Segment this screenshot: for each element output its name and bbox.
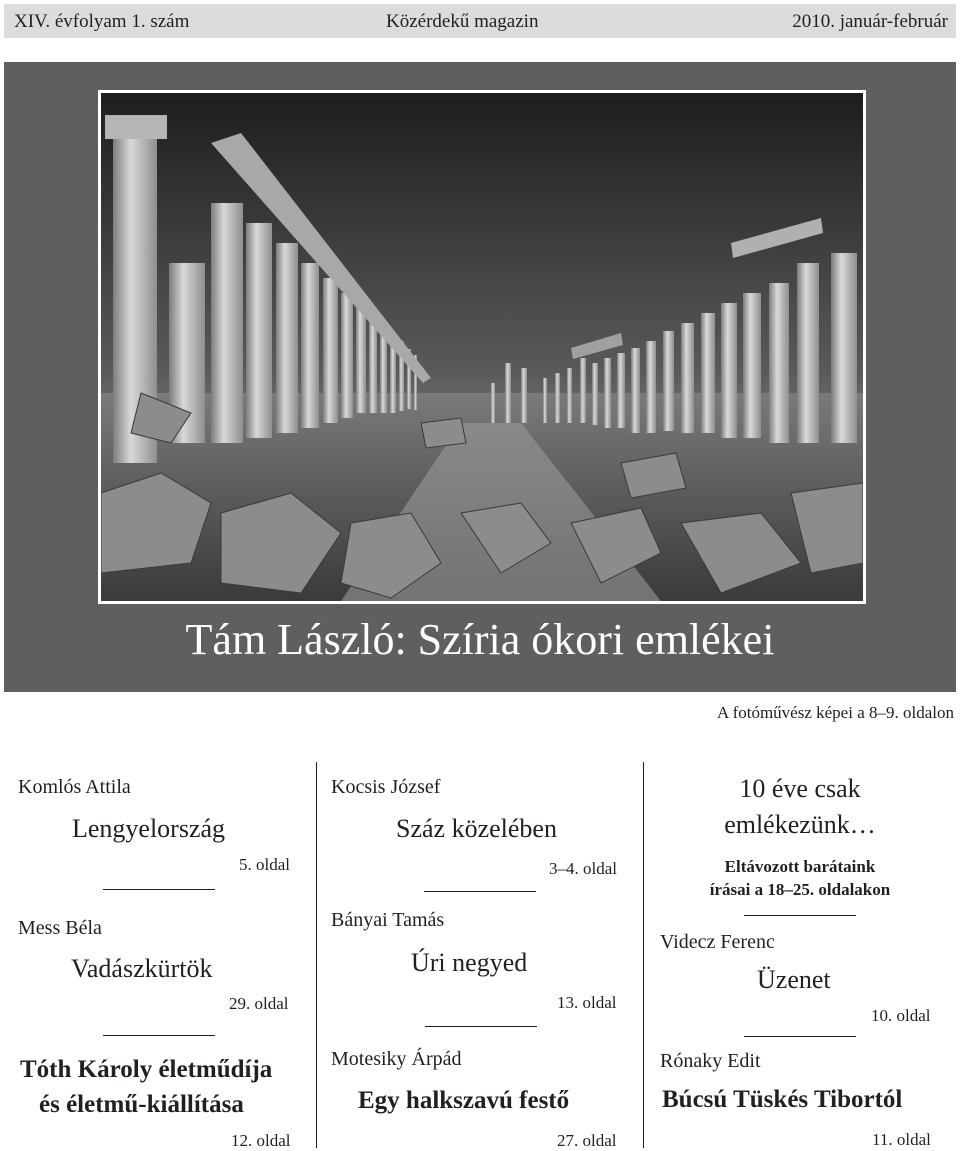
page-reference: 3–4. oldal	[549, 859, 617, 878]
separator	[424, 891, 536, 892]
feature-title: 10 éve csak	[739, 774, 861, 803]
article-author: Videcz Ferenc	[660, 931, 775, 953]
cover-title: Tám László: Szíria ókori emlékei	[185, 615, 775, 664]
magazine-name: Közérdekű magazin	[386, 11, 539, 32]
separator	[744, 915, 856, 916]
page-reference: 13. oldal	[557, 993, 617, 1012]
page-reference: 27. oldal	[557, 1131, 617, 1150]
article-author: Mess Béla	[18, 917, 102, 939]
article-title: Üzenet	[757, 965, 831, 994]
separator	[103, 889, 215, 890]
cover-photo	[98, 90, 866, 604]
page-reference: 10. oldal	[871, 1006, 931, 1025]
article-author: Komlós Attila	[18, 776, 131, 798]
page-reference: 12. oldal	[231, 1131, 291, 1150]
article-title: Búcsú Tüskés Tibortól	[662, 1086, 903, 1113]
article-title: Lengyelország	[72, 814, 226, 843]
issue-number: XIV. évfolyam 1. szám	[14, 11, 190, 32]
feature-title: emlékezünk…	[724, 810, 876, 839]
column-divider	[316, 762, 317, 1148]
article-title: Vadászkürtök	[71, 954, 213, 983]
separator	[744, 1036, 856, 1037]
separator	[103, 1035, 215, 1036]
article-author: Kocsis József	[331, 776, 441, 798]
article-title: és életmű-kiállítása	[39, 1091, 244, 1118]
page-reference: 29. oldal	[229, 994, 289, 1013]
article-title: Tóth Károly életműdíja	[20, 1056, 273, 1083]
column-divider	[643, 762, 644, 1148]
feature-subtitle: Eltávozott barátaink	[724, 857, 876, 876]
article-title: Egy halkszavú festő	[358, 1087, 570, 1114]
cover-block	[4, 62, 956, 692]
masthead-bar	[4, 4, 956, 38]
article-author: Bányai Tamás	[331, 909, 445, 931]
page-reference: 5. oldal	[239, 855, 290, 874]
issue-date: 2010. január-február	[792, 11, 948, 32]
feature-subtitle: írásai a 18–25. oldalakon	[709, 880, 891, 899]
article-title: Úri negyed	[411, 948, 528, 977]
article-author: Rónaky Edit	[660, 1050, 761, 1072]
article-title: Száz közelében	[396, 814, 557, 843]
separator	[425, 1026, 537, 1027]
page-reference: 11. oldal	[872, 1130, 931, 1149]
article-author: Motesiky Árpád	[331, 1048, 462, 1070]
photo-caption: A fotóművész képei a 8–9. oldalon	[716, 703, 954, 722]
